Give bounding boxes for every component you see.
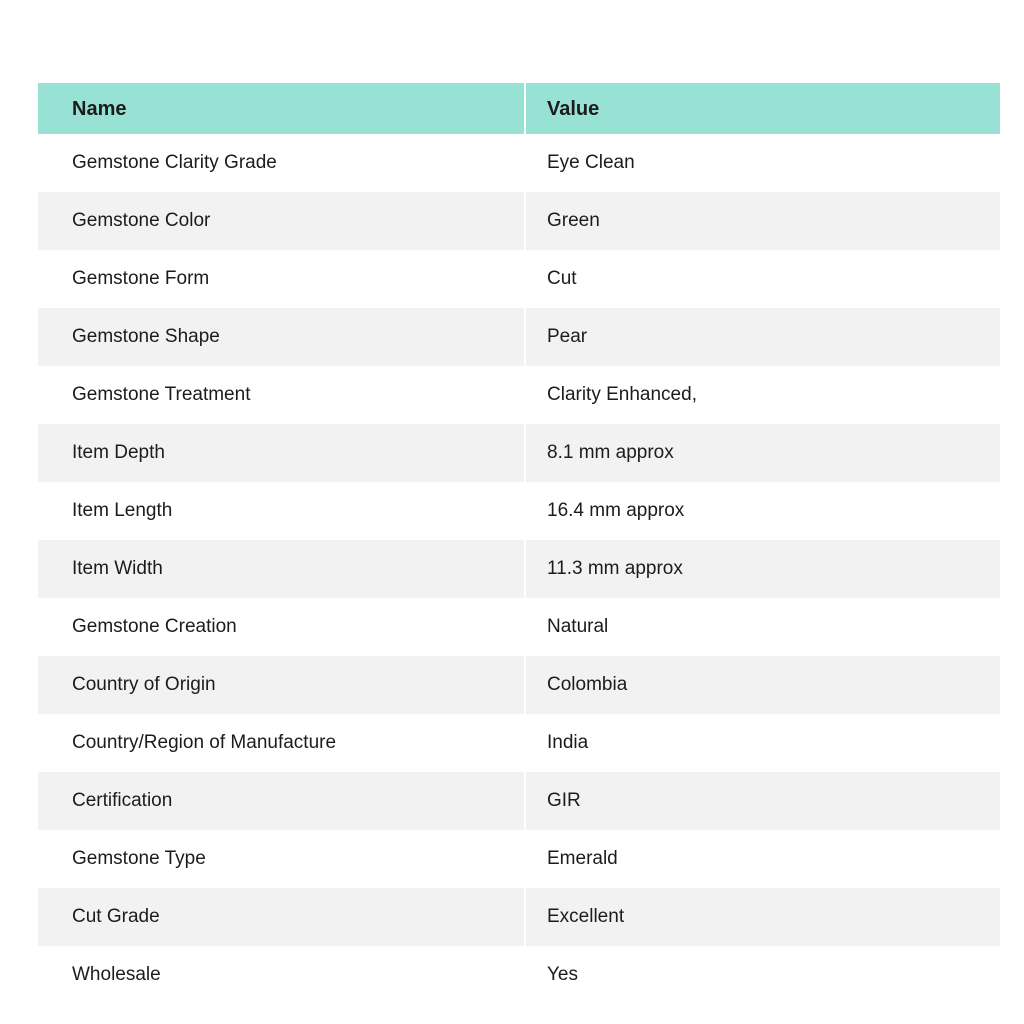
spec-value-cell: Cut xyxy=(524,250,1000,308)
spec-value-cell: 8.1 mm approx xyxy=(524,424,1000,482)
table-row xyxy=(38,366,1000,424)
item-specifics-table xyxy=(38,83,1000,1004)
spec-value-cell: Green xyxy=(524,192,1000,250)
spec-name-cell: Country/Region of Manufacture xyxy=(72,731,337,753)
table-row xyxy=(38,772,1000,830)
spec-value-cell: Colombia xyxy=(524,656,1000,714)
column-header-value: Value xyxy=(524,83,1000,134)
column-header-name: Name xyxy=(72,97,127,120)
spec-name-cell: Gemstone Clarity Grade xyxy=(72,151,277,173)
spec-name-cell: Gemstone Creation xyxy=(72,615,237,637)
table-row xyxy=(38,598,1000,656)
spec-value-cell: 16.4 mm approx xyxy=(524,482,1000,540)
table-row xyxy=(38,424,1000,482)
table-row xyxy=(38,656,1000,714)
spec-value-cell: India xyxy=(524,714,1000,772)
spec-value-cell: Clarity Enhanced, xyxy=(524,366,1000,424)
table-row xyxy=(38,830,1000,888)
spec-value-cell: Natural xyxy=(524,598,1000,656)
table-row xyxy=(38,888,1000,946)
table-row xyxy=(38,540,1000,598)
spec-name-cell: Gemstone Treatment xyxy=(72,383,251,405)
spec-value-cell: GIR xyxy=(524,772,1000,830)
spec-name-cell: Country of Origin xyxy=(72,673,216,695)
spec-value-cell: Eye Clean xyxy=(524,134,1000,192)
table-row xyxy=(38,946,1000,1004)
spec-value-cell: Pear xyxy=(524,308,1000,366)
spec-name-cell: Gemstone Shape xyxy=(72,325,220,347)
table-row xyxy=(38,192,1000,250)
table-row xyxy=(38,134,1000,192)
spec-name-cell: Cut Grade xyxy=(72,905,160,927)
table-row xyxy=(38,308,1000,366)
table-row xyxy=(38,714,1000,772)
spec-name-cell: Certification xyxy=(72,789,173,811)
spec-name-cell: Gemstone Type xyxy=(72,847,206,869)
spec-value-cell: 11.3 mm approx xyxy=(524,540,1000,598)
spec-name-cell: Item Depth xyxy=(72,441,165,463)
spec-name-cell: Item Length xyxy=(72,499,173,521)
spec-value-cell: Excellent xyxy=(524,888,1000,946)
spec-name-cell: Item Width xyxy=(72,557,163,579)
table-row xyxy=(38,482,1000,540)
table-row xyxy=(38,250,1000,308)
spec-name-cell: Gemstone Form xyxy=(72,267,210,289)
spec-name-cell: Wholesale xyxy=(72,963,161,985)
spec-name-cell: Gemstone Color xyxy=(72,209,211,231)
spec-value-cell: Yes xyxy=(524,946,1000,1004)
table-header-row xyxy=(38,83,1000,134)
spec-value-cell: Emerald xyxy=(524,830,1000,888)
